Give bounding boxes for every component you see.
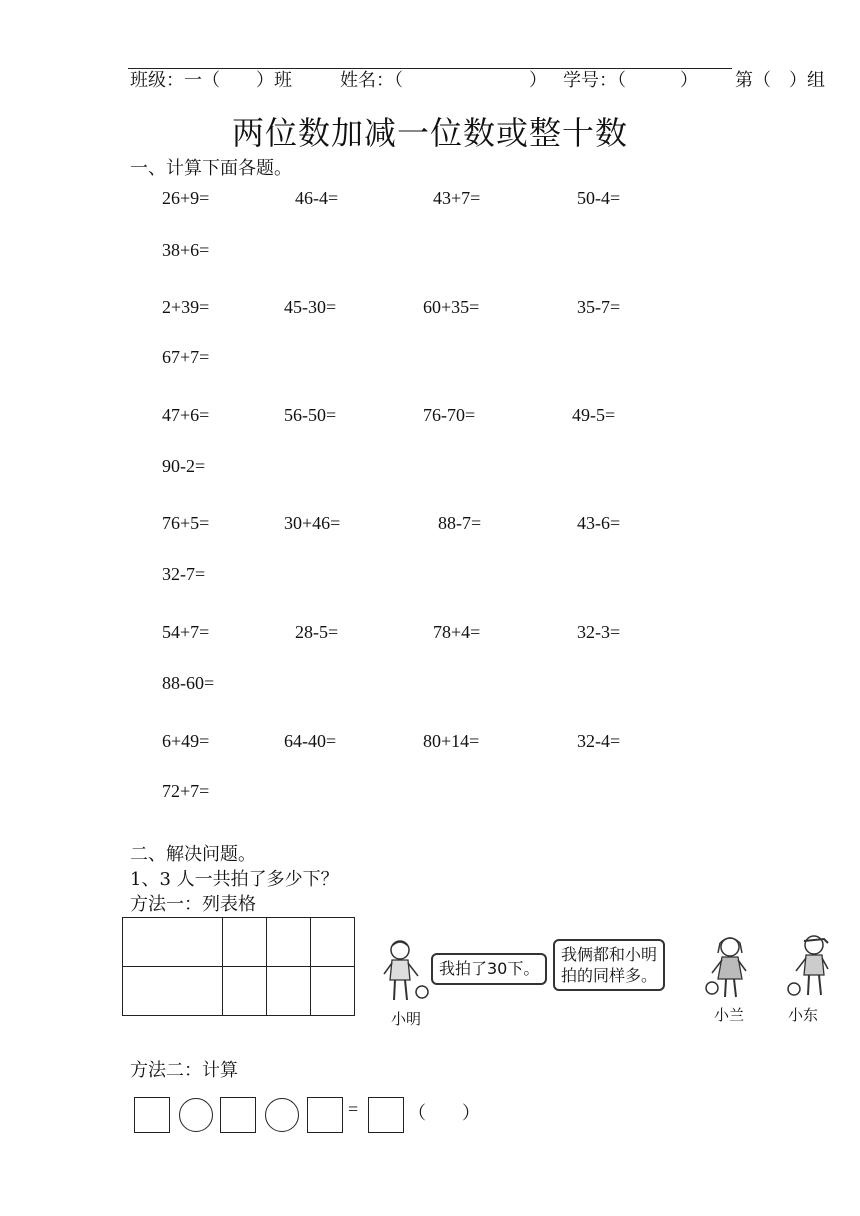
problem: 56-50= bbox=[284, 405, 337, 425]
problem: 67+7= bbox=[162, 347, 210, 367]
problem: 76+5= bbox=[162, 513, 210, 533]
speech-bubble-1: 我拍了30下。 bbox=[431, 953, 547, 985]
problem: 47+6= bbox=[162, 405, 210, 425]
problem: 50-4= bbox=[577, 188, 621, 208]
table-cell[interactable] bbox=[267, 918, 311, 967]
answer-box[interactable] bbox=[134, 1097, 170, 1133]
result-box[interactable] bbox=[368, 1097, 404, 1133]
name-xiaodong: 小东 bbox=[788, 1006, 819, 1024]
problem: 28-5= bbox=[295, 622, 339, 642]
problem: 35-7= bbox=[577, 297, 621, 317]
unit-parentheses[interactable]: （ ） bbox=[408, 1103, 480, 1124]
girl-bouncing-ball-icon bbox=[702, 933, 758, 1001]
class-label: 班级：一（ ）班 bbox=[130, 70, 292, 91]
problem: 76-70= bbox=[423, 405, 476, 425]
problem: 88-60= bbox=[162, 673, 215, 693]
problem: 26+9= bbox=[162, 188, 210, 208]
section2-heading: 二、解决问题。 bbox=[130, 844, 256, 865]
problem: 32-7= bbox=[162, 564, 206, 584]
bubble2-line2: 拍的同样多。 bbox=[561, 966, 658, 985]
page-title: 两位数加减一位数或整十数 bbox=[231, 114, 628, 152]
problem: 60+35= bbox=[423, 297, 480, 317]
equals-sign: = bbox=[348, 1099, 359, 1119]
table-cell[interactable] bbox=[123, 967, 223, 1016]
method2-label: 方法二：计算 bbox=[130, 1060, 238, 1081]
operator-circle[interactable] bbox=[179, 1098, 213, 1132]
problem: 49-5= bbox=[572, 405, 616, 425]
speech-bubble-2 bbox=[553, 939, 665, 991]
problem: 90-2= bbox=[162, 456, 206, 476]
problem: 43-6= bbox=[577, 513, 621, 533]
boy-bouncing-ball-icon bbox=[380, 936, 432, 1006]
section1-heading: 一、计算下面各题。 bbox=[130, 158, 292, 179]
problem: 72+7= bbox=[162, 781, 210, 801]
table-cell[interactable] bbox=[123, 918, 223, 967]
table-cell[interactable] bbox=[223, 918, 267, 967]
answer-table bbox=[122, 917, 355, 1016]
problem: 45-30= bbox=[284, 297, 337, 317]
answer-box[interactable] bbox=[307, 1097, 343, 1133]
problem: 38+6= bbox=[162, 240, 210, 260]
name-xiaoming: 小明 bbox=[391, 1010, 422, 1028]
question-text: 1、3 人一共拍了多少下？ bbox=[130, 869, 339, 890]
problem: 43+7= bbox=[433, 188, 481, 208]
group-label: 第（ ）组 bbox=[735, 70, 825, 91]
table-cell[interactable] bbox=[223, 967, 267, 1016]
table-cell[interactable] bbox=[267, 967, 311, 1016]
problem: 2+39= bbox=[162, 297, 210, 317]
problem: 6+49= bbox=[162, 731, 210, 751]
table-cell[interactable] bbox=[311, 918, 355, 967]
name-xiaolan: 小兰 bbox=[714, 1006, 745, 1024]
operator-circle[interactable] bbox=[265, 1098, 299, 1132]
problem: 32-4= bbox=[577, 731, 621, 751]
problem: 46-4= bbox=[295, 188, 339, 208]
table-cell[interactable] bbox=[311, 967, 355, 1016]
problem: 88-7= bbox=[438, 513, 482, 533]
problem: 54+7= bbox=[162, 622, 210, 642]
answer-box[interactable] bbox=[220, 1097, 256, 1133]
name-label: 姓名：（ ） bbox=[340, 70, 547, 91]
method1-label: 方法一：列表格 bbox=[130, 894, 256, 915]
problem: 78+4= bbox=[433, 622, 481, 642]
problem: 30+46= bbox=[284, 513, 341, 533]
boy-with-cap-bouncing-ball-icon bbox=[786, 931, 834, 1001]
problem: 32-3= bbox=[577, 622, 621, 642]
student-id-label: 学号：（ ） bbox=[563, 70, 698, 91]
problem: 64-40= bbox=[284, 731, 337, 751]
problem: 80+14= bbox=[423, 731, 480, 751]
bubble2-line1: 我俩都和小明 bbox=[561, 945, 658, 964]
